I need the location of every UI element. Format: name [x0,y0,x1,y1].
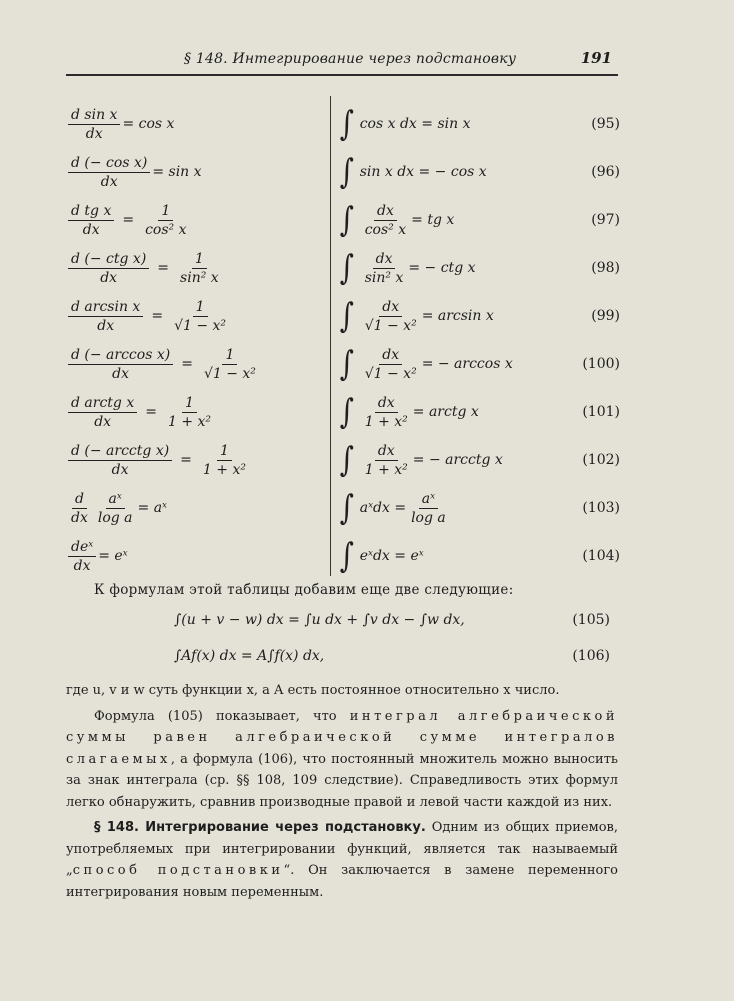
integral-sign: ∫ [339,536,354,576]
derivative-formula: $\frac{\text{d tg x}}{dx}$ = $\frac{1}{\text{cos² x}}$ [66,196,316,244]
page-number: 191 [580,49,612,67]
intro-sentence: К формулам этой таблицы добавим еще две следующие: [94,582,514,598]
body-text [66,680,618,903]
integral-formula: ∫ $\frac{dx}{\text{√1 − x²}}$ = − arccos x (100) [339,344,620,384]
integral-sign: ∫ [339,488,354,528]
formula-number: (103) [582,500,620,516]
formula-number: (105) [572,612,610,628]
integral-formula: ∫ cos x dx = sin x (95) [339,104,620,144]
integral-sign: ∫ [339,344,354,384]
formula-number: (100) [582,356,620,372]
formula-number: (97) [591,212,620,228]
derivative-formula: $\frac{\text{d (− arccos x)}}{dx}$ = $\frac{1}{\text{√1 − x²}}$ [66,340,316,388]
integral-formula: ∫ $\frac{dx}{\text{1 + x²}}$ = arctg x (101) [339,392,620,432]
derivative-formula: $\frac{\text{d sin x}}{dx}$ = cos x [66,100,316,148]
integral-formula: ∫ $\frac{dx}{\text{cos² x}}$ = tg x (97) [339,200,620,240]
paragraph-section-148: § 148. Интегрирование через подстановку. Одним из общих приемов, употребляемых при интегрировании функций, является так называемый „способ подстановки“. Он заключается в замене переменного интегрирования новым переменным. [66,820,618,900]
integral-table [338,100,620,580]
derivative-formula: $\frac{\text{d (− arcctg x)}}{dx}$ = $\frac{1}{\text{1 + x²}}$ [66,436,316,484]
column-divider [330,96,331,576]
integral-sign: ∫ [339,248,354,288]
formula-number: (101) [582,404,620,420]
integral-sign: ∫ [339,152,354,192]
derivative-formula: $\frac{\text{d arctg x}}{dx}$ = $\frac{1}{\text{1 + x²}}$ [66,388,316,436]
derivative-table [66,100,316,580]
integral-sign: ∫ [339,104,354,144]
formula-number: (106) [572,648,610,664]
formula-105: ∫(u + v − w) dx = ∫u dx + ∫v dx − ∫w dx, (105) [174,612,610,628]
derivative-formula: $\frac{\text{deˣ}}{dx}$ = eˣ [66,532,316,580]
integral-formula: ∫ eˣdx = eˣ (104) [339,536,620,576]
formula-number: (98) [591,260,620,276]
integral-sign: ∫ [339,392,354,432]
integral-formula: ∫ $\frac{dx}{\text{√1 − x²}}$ = arcsin x (99) [339,296,620,336]
integral-sign: ∫ [339,200,354,240]
formula-number: (99) [591,308,620,324]
formula-number: (96) [591,164,620,180]
formula-number: (104) [582,548,620,564]
integral-formula: ∫ aˣdx = $\frac{\text{aˣ}}{\text{log a}}$ (103) [339,488,620,528]
section-heading: § 148. Интегрирование через подстановку. [94,820,426,835]
running-title: § 148. Интегрирование через подстановку [184,51,517,67]
paragraph-formula-meaning: Формула (105) показывает, что интеграл алгебраической суммы равен алгебраической сумме интегралов слагаемых, а формула (106), что постоянный множитель можно выносить за знак интеграла (ср. §§ 108, 109 следствие). Справедливость этих формул легко обнаружить, сравнив производные правой и левой части каждой из них. [66,708,619,810]
formula-106: ∫Af(x) dx = A∫f(x) dx, (106) [174,648,610,664]
derivative-formula: $\frac{\text{d arcsin x}}{dx}$ = $\frac{1}{\text{√1 − x²}}$ [66,292,316,340]
paragraph-where: где u, v и w суть функции x, а A есть постоянное относительно x число. [66,683,560,698]
integral-sign: ∫ [339,440,354,480]
integral-formula: ∫ sin x dx = − cos x (96) [339,152,620,192]
derivative-formula: $\frac{\text{d (− ctg x)}}{dx}$ = $\frac{1}{\text{sin² x}}$ [66,244,316,292]
formula-number: (95) [591,116,620,132]
integral-formula: ∫ $\frac{dx}{\text{1 + x²}}$ = − arcctg x (102) [339,440,620,480]
formula-number: (102) [582,452,620,468]
integral-sign: ∫ [339,296,354,336]
integral-formula: ∫ $\frac{dx}{\text{sin² x}}$ = − ctg x (98) [339,248,620,288]
derivative-formula: $\frac{d}{dx}$ $\frac{\text{aˣ}}{\text{log a}}$ = aˣ [71,490,168,526]
derivative-formula: $\frac{\text{d (− cos x)}}{dx}$ = sin x [66,148,316,196]
page-header [66,48,618,76]
